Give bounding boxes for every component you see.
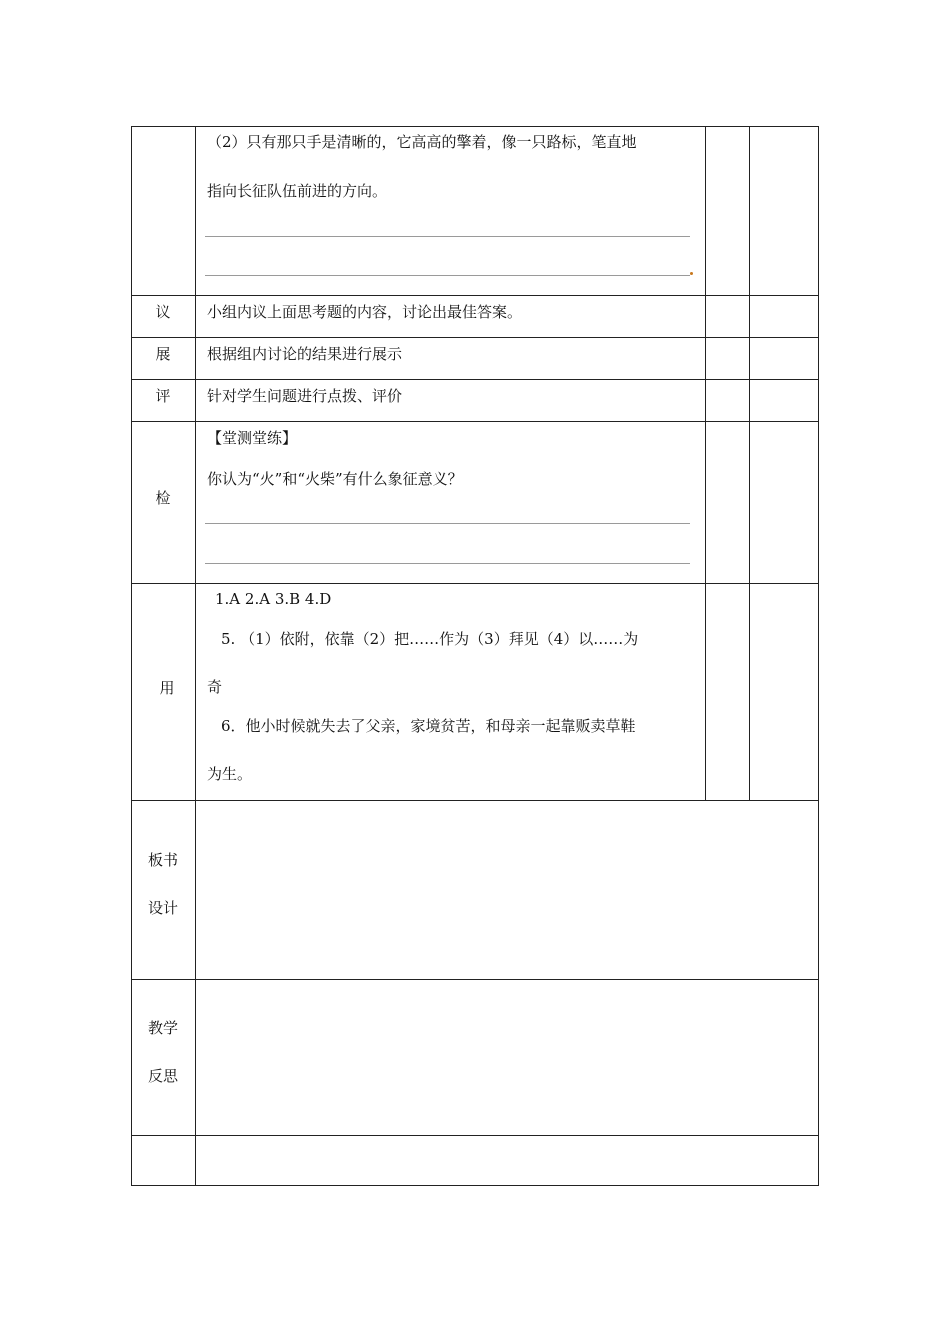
orange-dot-mark <box>690 272 693 275</box>
label-banshu-1: 板书 <box>147 851 178 869</box>
answer-line-5: 为生。 <box>207 765 253 783</box>
answer-line <box>205 275 690 276</box>
column-divider-3 <box>705 126 706 800</box>
row-text-ping: 针对学生问题进行点拨、评价 <box>207 387 403 405</box>
practice-heading: 【堂测堂练】 <box>207 429 298 447</box>
label-column-divider <box>195 126 196 1186</box>
practice-question: 你认为“火”和“火柴”有什么象征意义？ <box>207 470 463 488</box>
row-label-zhan: 展 <box>155 345 171 363</box>
row-label-yong: 用 <box>159 679 175 697</box>
row-label-yi: 议 <box>155 303 171 321</box>
answer-line-4: 6．他小时候就失去了父亲，家境贫苦，和母亲一起靠贩卖草鞋 <box>221 717 636 735</box>
answer-line <box>205 523 690 524</box>
row-divider <box>131 979 819 980</box>
row-divider <box>131 337 819 338</box>
answer-line-3: 奇 <box>207 678 223 696</box>
row-label-jian: 检 <box>155 489 171 507</box>
answer-line <box>205 236 690 237</box>
answer-line <box>205 563 690 564</box>
row-divider <box>131 1135 819 1136</box>
label-banshu-2: 设计 <box>147 899 178 917</box>
row-divider <box>131 295 819 296</box>
column-divider-4 <box>749 126 750 800</box>
table-border-right <box>818 126 819 1186</box>
row-divider <box>131 583 819 584</box>
table-border-top <box>131 126 819 127</box>
answer-line-1: 1.A 2.A 3.B 4.D <box>215 590 332 608</box>
row-divider <box>131 421 819 422</box>
question-2-line2: 指向长征队伍前进的方向。 <box>207 182 388 200</box>
row-divider <box>131 800 819 801</box>
row-text-zhan: 根据组内讨论的结果进行展示 <box>207 345 403 363</box>
label-fansi-2: 反思 <box>147 1067 178 1085</box>
lesson-plan-table <box>131 126 819 1186</box>
table-border-bottom <box>131 1185 819 1186</box>
row-divider <box>131 379 819 380</box>
row-text-yi: 小组内议上面思考题的内容，讨论出最佳答案。 <box>207 303 523 321</box>
label-fansi-1: 教学 <box>147 1019 178 1037</box>
question-2-line1: （2）只有那只手是清晰的，它高高的擎着，像一只路标，笔直地 <box>207 133 637 151</box>
answer-line-2: 5. （1）依附，依靠（2）把……作为（3）拜见（4）以……为 <box>221 630 639 648</box>
row-label-ping: 评 <box>155 387 171 405</box>
